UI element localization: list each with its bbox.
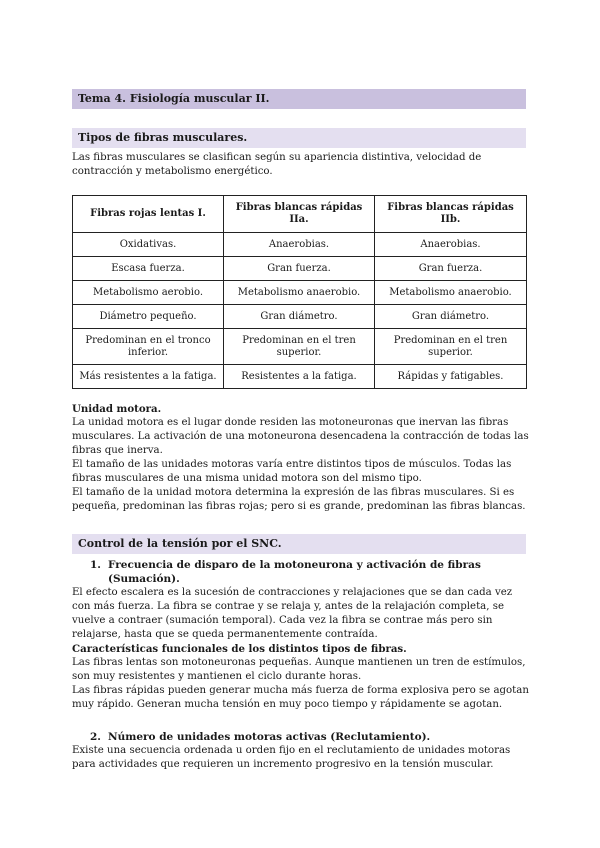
motor-unit-paragraph: La unidad motora es el lugar donde residen las motoneuronas que inervan las fibras musculares. La activación de una motoneurona desencadena la contracción de todas las fibras que inerva. [72,417,529,456]
summation-paragraph: El efecto escalera es la sucesión de contracciones y relajaciones que se dan cada vez con más fuerza. La fibra se contrae y se relaja y, antes de la relajación completa, se vuelve a contraer (sumación temporal). Cada vez la fibra se contrae más pero sin relajarse, hasta que se queda permanentemente contraída. [72,587,513,640]
table-cell: Metabolismo aerobio. [73,281,224,305]
table-cell: Oxidativas. [73,233,224,257]
table-row [73,365,527,389]
features-paragraph: Las fibras lentas son motoneuronas pequeñas. Aunque mantienen un tren de estímulos, son muy resistentes y mantienen el ciclo durante horas. [72,657,526,682]
table-row [73,281,527,305]
table-cell: Diámetro pequeño. [73,305,224,329]
recruitment-paragraph: Existe una secuencia ordenada u orden fijo en el reclutamiento de unidades motoras para actividades que requieren un incremento progresivo en la tensión muscular. [72,745,511,770]
table-row [73,329,527,365]
table-cell: Gran fuerza. [375,257,527,281]
table-cell: Metabolismo anaerobio. [224,281,375,305]
table-cell: Resistentes a la fatiga. [224,365,375,389]
page-title: Tema 4. Fisiología muscular II. [72,89,526,109]
table-cell: Gran diámetro. [375,305,527,329]
table-header-cell: Fibras blancas rápidas IIa. [224,196,375,233]
table-cell: Anaerobias. [375,233,527,257]
features-heading: Características funcionales de los distintos tipos de fibras. [72,643,407,655]
table-cell: Predominan en el tren superior. [224,329,375,365]
table-cell: Gran diámetro. [224,305,375,329]
table-cell: Predominan en el tronco inferior. [73,329,224,365]
fiber-types-table [72,195,527,389]
list-item-title: Número de unidades motoras activas (Reclutamiento). [108,731,431,743]
list-item-title: Frecuencia de disparo de la motoneurona y activación de fibras (Sumación). [108,559,481,585]
list-number: 2. [90,731,101,743]
table-cell: Más resistentes a la fatiga. [73,365,224,389]
motor-unit-paragraph: El tamaño de la unidad motora determina la expresión de las fibras musculares. Si es pequeña, predominan las fibras rojas; pero si es grande, predominan las fibras blancas. [72,487,526,512]
motor-unit-paragraph: El tamaño de las unidades motoras varía entre distintos tipos de músculos. Todas las fibras musculares de una misma unidad motora son del mismo tipo. [72,459,512,484]
section-heading-cns-control: Control de la tensión por el SNC. [72,534,526,554]
table-cell: Rápidas y fatigables. [375,365,527,389]
table-row [73,305,527,329]
table-header-cell: Fibras blancas rápidas IIb. [375,196,527,233]
table-cell: Gran fuerza. [224,257,375,281]
motor-unit-heading: Unidad motora. [72,403,162,415]
section-heading-fiber-types: Tipos de fibras musculares. [72,128,526,148]
fiber-types-intro: Las fibras musculares se clasifican según su apariencia distintiva, velocidad de contracción y metabolismo energético. [72,152,482,177]
table-row [73,233,527,257]
list-number: 1. [90,559,101,571]
features-paragraph: Las fibras rápidas pueden generar mucha más fuerza de forma explosiva pero se agotan muy rápido. Generan mucha tensión en muy poco tiempo y rápidamente se agotan. [72,685,529,710]
table-header-cell: Fibras rojas lentas I. [73,196,224,233]
table-cell: Metabolismo anaerobio. [375,281,527,305]
table-cell: Predominan en el tren superior. [375,329,527,365]
table-row [73,257,527,281]
table-header-row [73,196,527,233]
table-cell: Anaerobias. [224,233,375,257]
table-cell: Escasa fuerza. [73,257,224,281]
